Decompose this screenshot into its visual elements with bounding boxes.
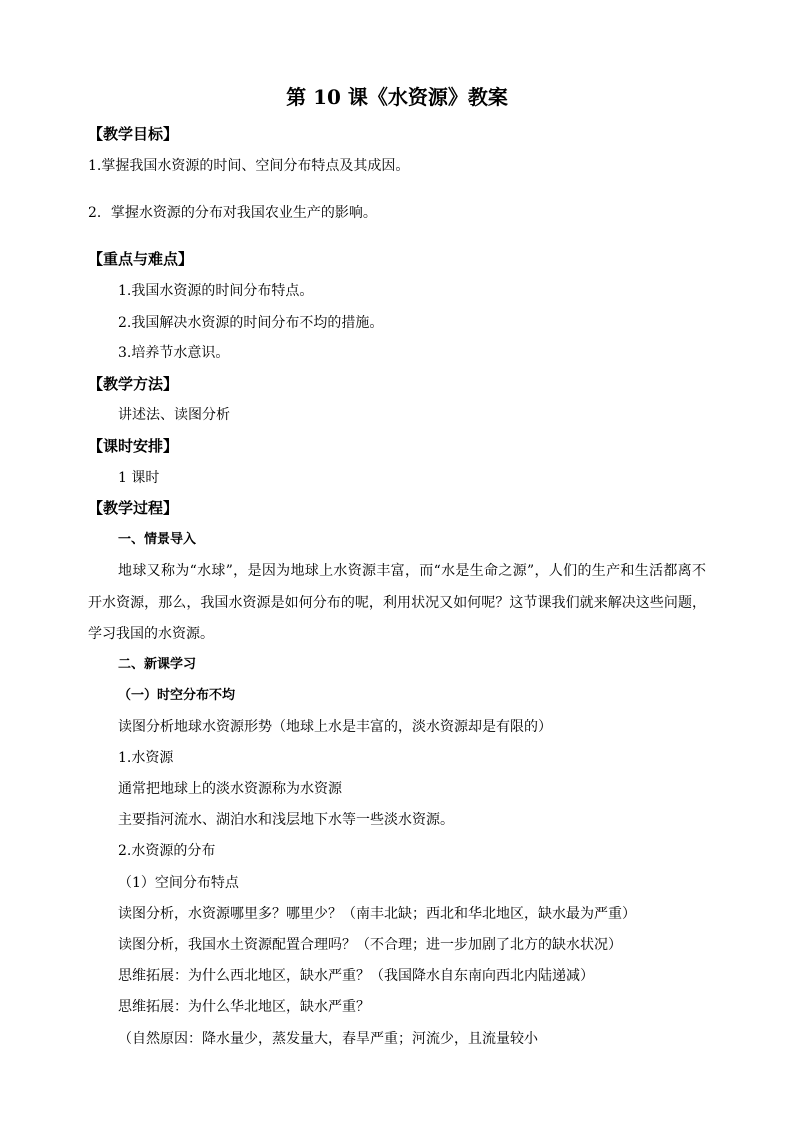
key-point-3: 3.培养节水意识。 xyxy=(118,345,230,361)
key-point-1: 1.我国水资源的时间分布特点。 xyxy=(118,283,314,299)
section-heading-key-points: 【重点与难点】 xyxy=(88,250,194,268)
intro-paragraph-line-3: 学习我国的水资源。 xyxy=(88,626,214,642)
key-point-2: 2.我国解决水资源的时间分布不均的措施。 xyxy=(118,315,384,331)
intro-paragraph-line-1: 地球又称为“水球”，是因为地球上水资源丰富，而“水是生命之源”，人们的生产和生活都离不 xyxy=(118,563,706,579)
section-heading-schedule: 【课时安排】 xyxy=(88,437,179,455)
text-think-2: 思维拓展：为什么华北地区，缺水严重？ xyxy=(118,999,370,1015)
schedule-text: 1 课时 xyxy=(118,470,160,486)
text-think-1: 思维拓展：为什么西北地区，缺水严重？（我国降水自东南向西北内陆递减） xyxy=(118,968,594,984)
methods-text: 讲述法、读图分析 xyxy=(118,407,230,423)
section-heading-objectives: 【教学目标】 xyxy=(88,125,179,143)
text-natural-reasons: （自然原因：降水量少，蒸发量大，春旱严重；河流少，且流量较小 xyxy=(118,1031,538,1047)
section-heading-methods: 【教学方法】 xyxy=(88,375,179,393)
subheading-distribution: （一）时空分布不均 xyxy=(118,688,236,703)
subheading-intro: 一、情景导入 xyxy=(118,532,197,547)
objective-1: 1.掌握我国水资源的时间、空间分布特点及其成因。 xyxy=(88,158,410,174)
text-read-map: 读图分析地球水资源形势（地球上水是丰富的，淡水资源却是有限的） xyxy=(118,719,552,735)
text-main-sources: 主要指河流水、湖泊水和浅层地下水等一些淡水资源。 xyxy=(118,812,454,828)
text-question-1: 读图分析，水资源哪里多？哪里少？（南丰北缺；西北和华北地区，缺水最为严重） xyxy=(118,906,636,922)
subheading-new-lesson: 二、新课学习 xyxy=(118,657,197,672)
text-spatial: （1）空间分布特点 xyxy=(118,875,239,891)
intro-paragraph-line-2: 开水资源，那么，我国水资源是如何分布的呢，利用状况又如何呢？这节课我们就来解决这些问题， xyxy=(88,595,706,611)
text-definition: 通常把地球上的淡水资源称为水资源 xyxy=(118,781,342,797)
text-question-2: 读图分析，我国水土资源配置合理吗？（不合理；进一步加剧了北方的缺水状况） xyxy=(118,937,622,953)
text-water-resources: 1.水资源 xyxy=(118,750,174,766)
section-heading-process: 【教学过程】 xyxy=(88,499,179,517)
objective-2: 2．掌握水资源的分布对我国农业生产的影响。 xyxy=(88,205,377,221)
text-distribution: 2.水资源的分布 xyxy=(118,843,216,859)
document-title: 第 10 课《水资源》教案 xyxy=(286,85,508,109)
